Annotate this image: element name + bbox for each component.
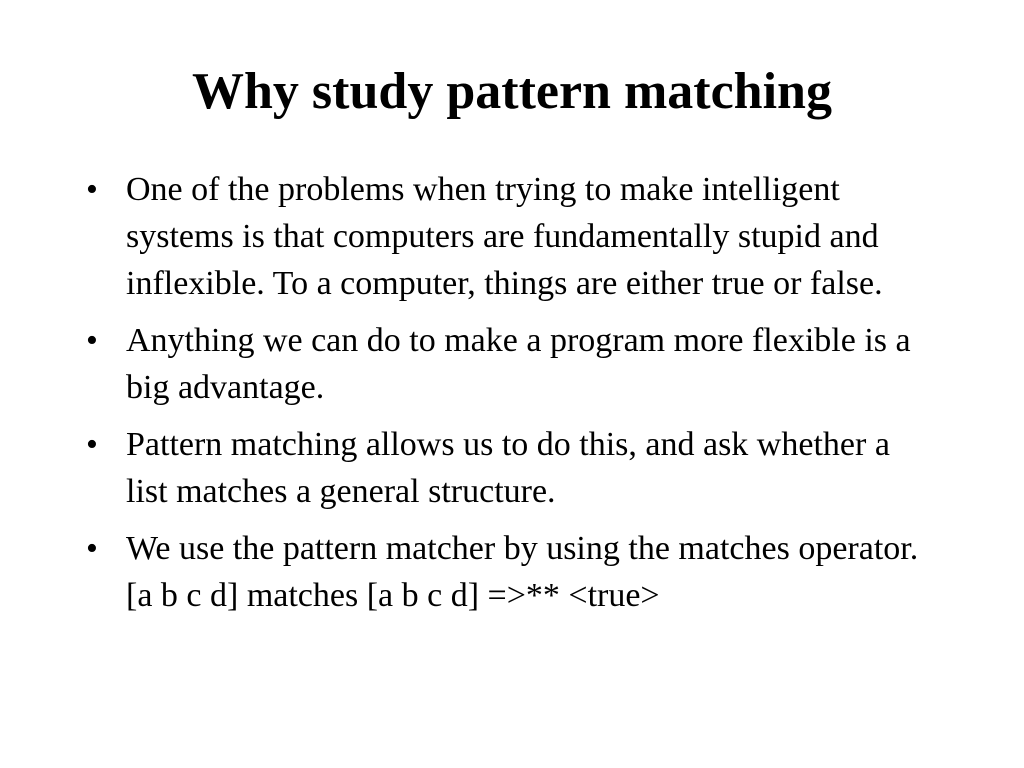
bullet-text-2: Anything we can do to make a program more flexible is a big advantage. xyxy=(126,322,911,406)
bullet-text-4: We use the pattern matcher by using the matches operator. [a b c d] matches [a b c d] =>** <true> xyxy=(126,530,919,614)
bullet-icon: • xyxy=(86,171,98,208)
bullet-item-2 xyxy=(86,317,936,411)
bullet-list xyxy=(86,166,936,629)
bullet-item-1 xyxy=(86,166,936,307)
bullet-text-3: Pattern matching allows us to do this, and ask whether a list matches a general structure. xyxy=(126,426,890,510)
bullet-text-1: One of the problems when trying to make intelligent systems is that computers are fundamentally stupid and inflexible. To a computer, things are either true or false. xyxy=(126,171,883,302)
bullet-item-3 xyxy=(86,421,936,515)
bullet-item-4 xyxy=(86,525,936,619)
slide-title: Why study pattern matching xyxy=(192,63,832,120)
bullet-icon: • xyxy=(86,322,98,359)
bullet-icon: • xyxy=(86,426,98,463)
bullet-icon: • xyxy=(86,530,98,567)
